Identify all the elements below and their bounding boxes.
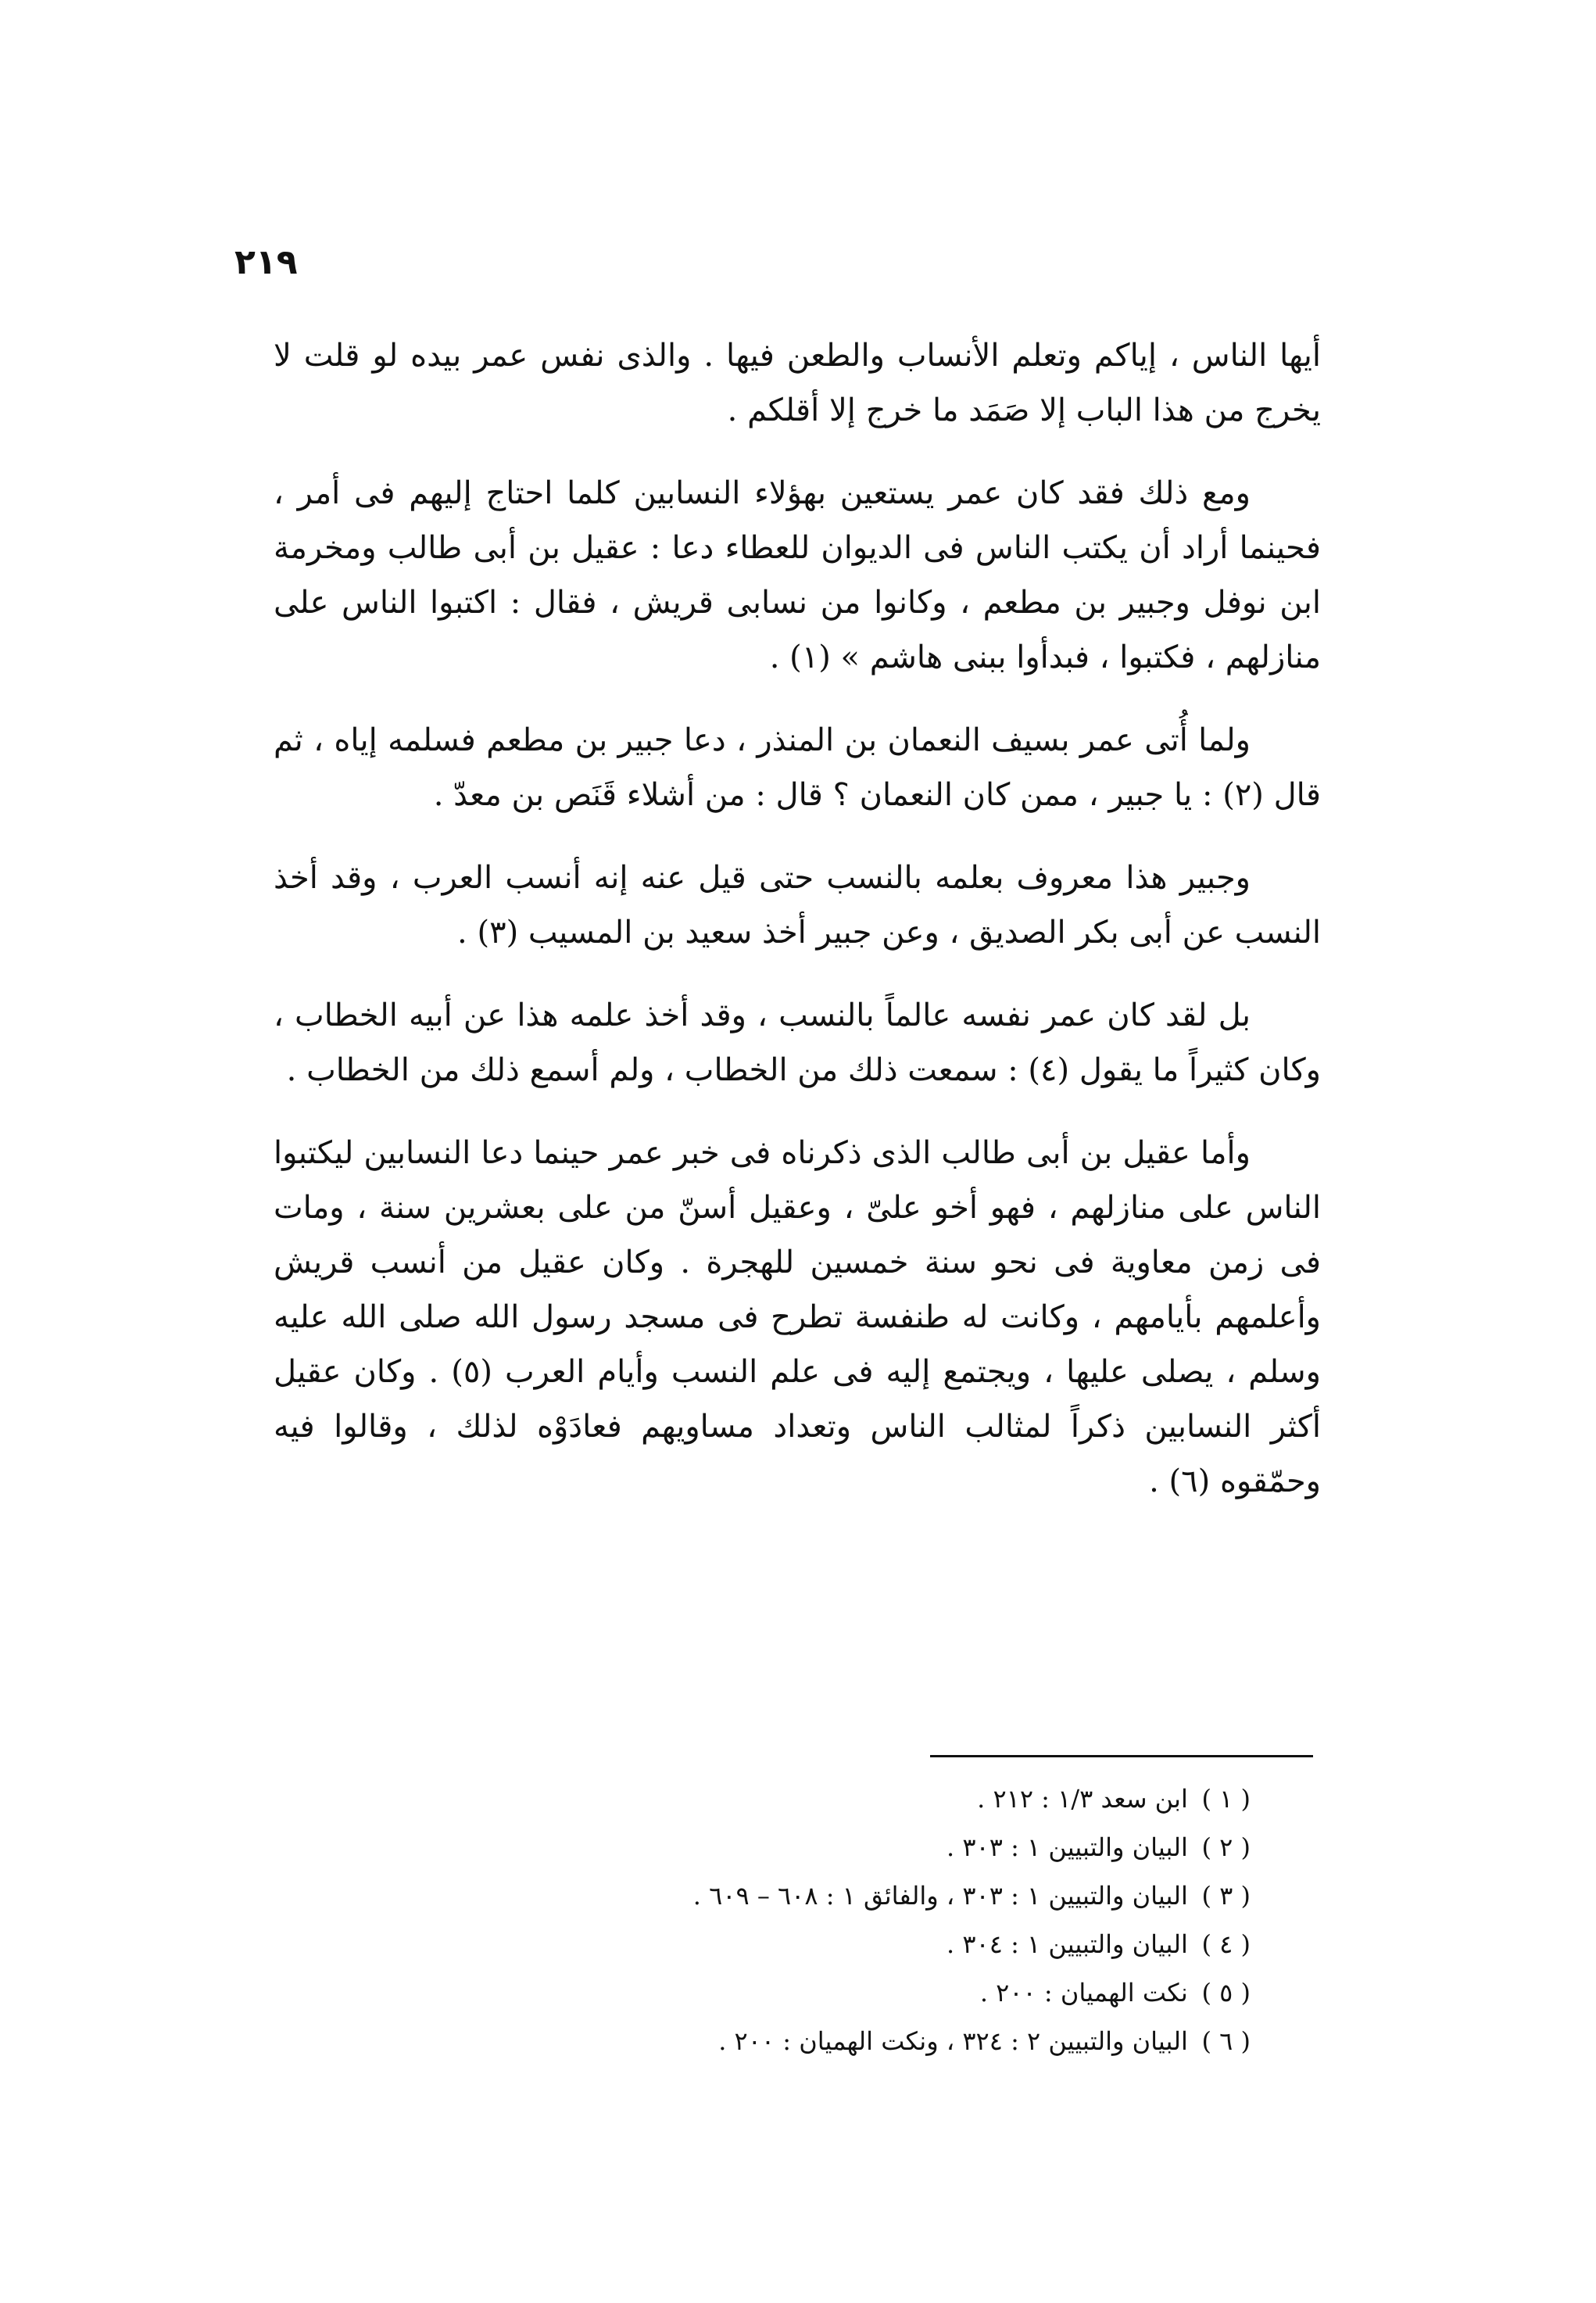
paragraph-5: بل لقد كان عمر نفسه عالماً بالنسب ، وقد أخذ علمه هذا عن أبيه الخطاب ، وكان كثيراً ما يقول (٤) : سمعت ذلك من الخطاب ، ولم أسمع ذلك من الخطاب . [274, 997, 1321, 1088]
footnote-2 [274, 1823, 1251, 1871]
footnote-text: نكت الهميان : ٢٠٠ . [979, 1978, 1188, 2008]
footnote-3 [274, 1871, 1251, 1920]
paragraph-6: وأما عقيل بن أبى طالب الذى ذكرناه فى خبر عمر حينما دعا النسابين ليكتبوا الناس على منازلهم ، فهو أخو علىّ ، وعقيل أسنّ من على بعشرين سنة ، ومات فى زمن معاوية فى نحو سنة خمسين للهجرة . وكان عقيل من أنسب قريش وأعلمهم بأيامهم ، وكانت له طنفسة تطرح فى مسجد رسول الله صلى الله عليه وسلم ، يصلى عليها ، ويجتمع إليه فى علم النسب وأيام العرب (٥) . وكان عقيل أكثر النسابين ذكراً لمثالب الناس وتعداد مساويهم فعادَوْه لذلك ، وقالوا فيه وحمّقوه (٦) . [274, 1135, 1322, 1499]
footnote-number: ( ١ ) [1201, 1784, 1251, 1814]
footnote-separator [930, 1755, 1313, 1757]
footnote-text: البيان والتبيين ١ : ٣٠٣ ، والفائق ١ : ٦٠٨ – ٦٠٩ . [692, 1881, 1188, 1911]
footnotes [274, 1775, 1251, 2065]
footnote-6 [274, 2017, 1251, 2065]
paragraph-4: وجبير هذا معروف بعلمه بالنسب حتى قيل عنه إنه أنسب العرب ، وقد أخذ النسب عن أبى بكر الصديق ، وعن جبير أخذ سعيد بن المسيب (٣) . [274, 860, 1321, 951]
body-text [274, 328, 1321, 1537]
footnote-number: ( ٢ ) [1201, 1832, 1251, 1862]
page-number: ٢١٩ [234, 242, 298, 282]
paragraph-1: أيها الناس ، إياكم وتعلم الأنساب والطعن فيها . والذى نفس عمر بيده لو قلت لا يخرج من هذا الباب إلا صَمَد ما خرج إلا أقلكم . [274, 338, 1321, 428]
footnote-number: ( ٣ ) [1201, 1881, 1251, 1911]
footnote-text: البيان والتبيين ٢ : ٣٢٤ ، ونكت الهميان : ٢٠٠ . [718, 2026, 1188, 2056]
paragraph-3: ولما أُتى عمر بسيف النعمان بن المنذر ، دعا جبير بن مطعم فسلمه إياه ، ثم قال (٢) : يا جبير ، ممن كان النعمان ؟ قال : من أشلاء قَنَص بن معدّ . [274, 722, 1321, 813]
footnote-text: ابن سعد ١/٣ : ٢١٢ . [977, 1784, 1188, 1814]
footnote-5 [274, 1968, 1251, 2017]
footnote-4 [274, 1920, 1251, 1968]
footnote-number: ( ٤ ) [1201, 1929, 1251, 1959]
footnote-1 [274, 1775, 1251, 1823]
footnote-text: البيان والتبيين ١ : ٣٠٤ . [946, 1929, 1188, 1959]
footnote-number: ( ٥ ) [1201, 1978, 1251, 2008]
footnote-number: ( ٦ ) [1201, 2026, 1251, 2056]
paragraph-2: ومع ذلك فقد كان عمر يستعين بهؤلاء النسابين كلما احتاج إليهم فى أمر ، فحينما أراد أن يكتب الناس فى الديوان للعطاء دعا : عقيل بن أبى طالب ومخرمة ابن نوفل وجبير بن مطعم ، وكانوا من نسابى قريش ، فقال : اكتبوا الناس على منازلهم ، فكتبوا ، فبدأوا ببنى هاشم » (١) . [274, 475, 1321, 675]
footnote-text: البيان والتبيين ١ : ٣٠٣ . [946, 1832, 1188, 1862]
